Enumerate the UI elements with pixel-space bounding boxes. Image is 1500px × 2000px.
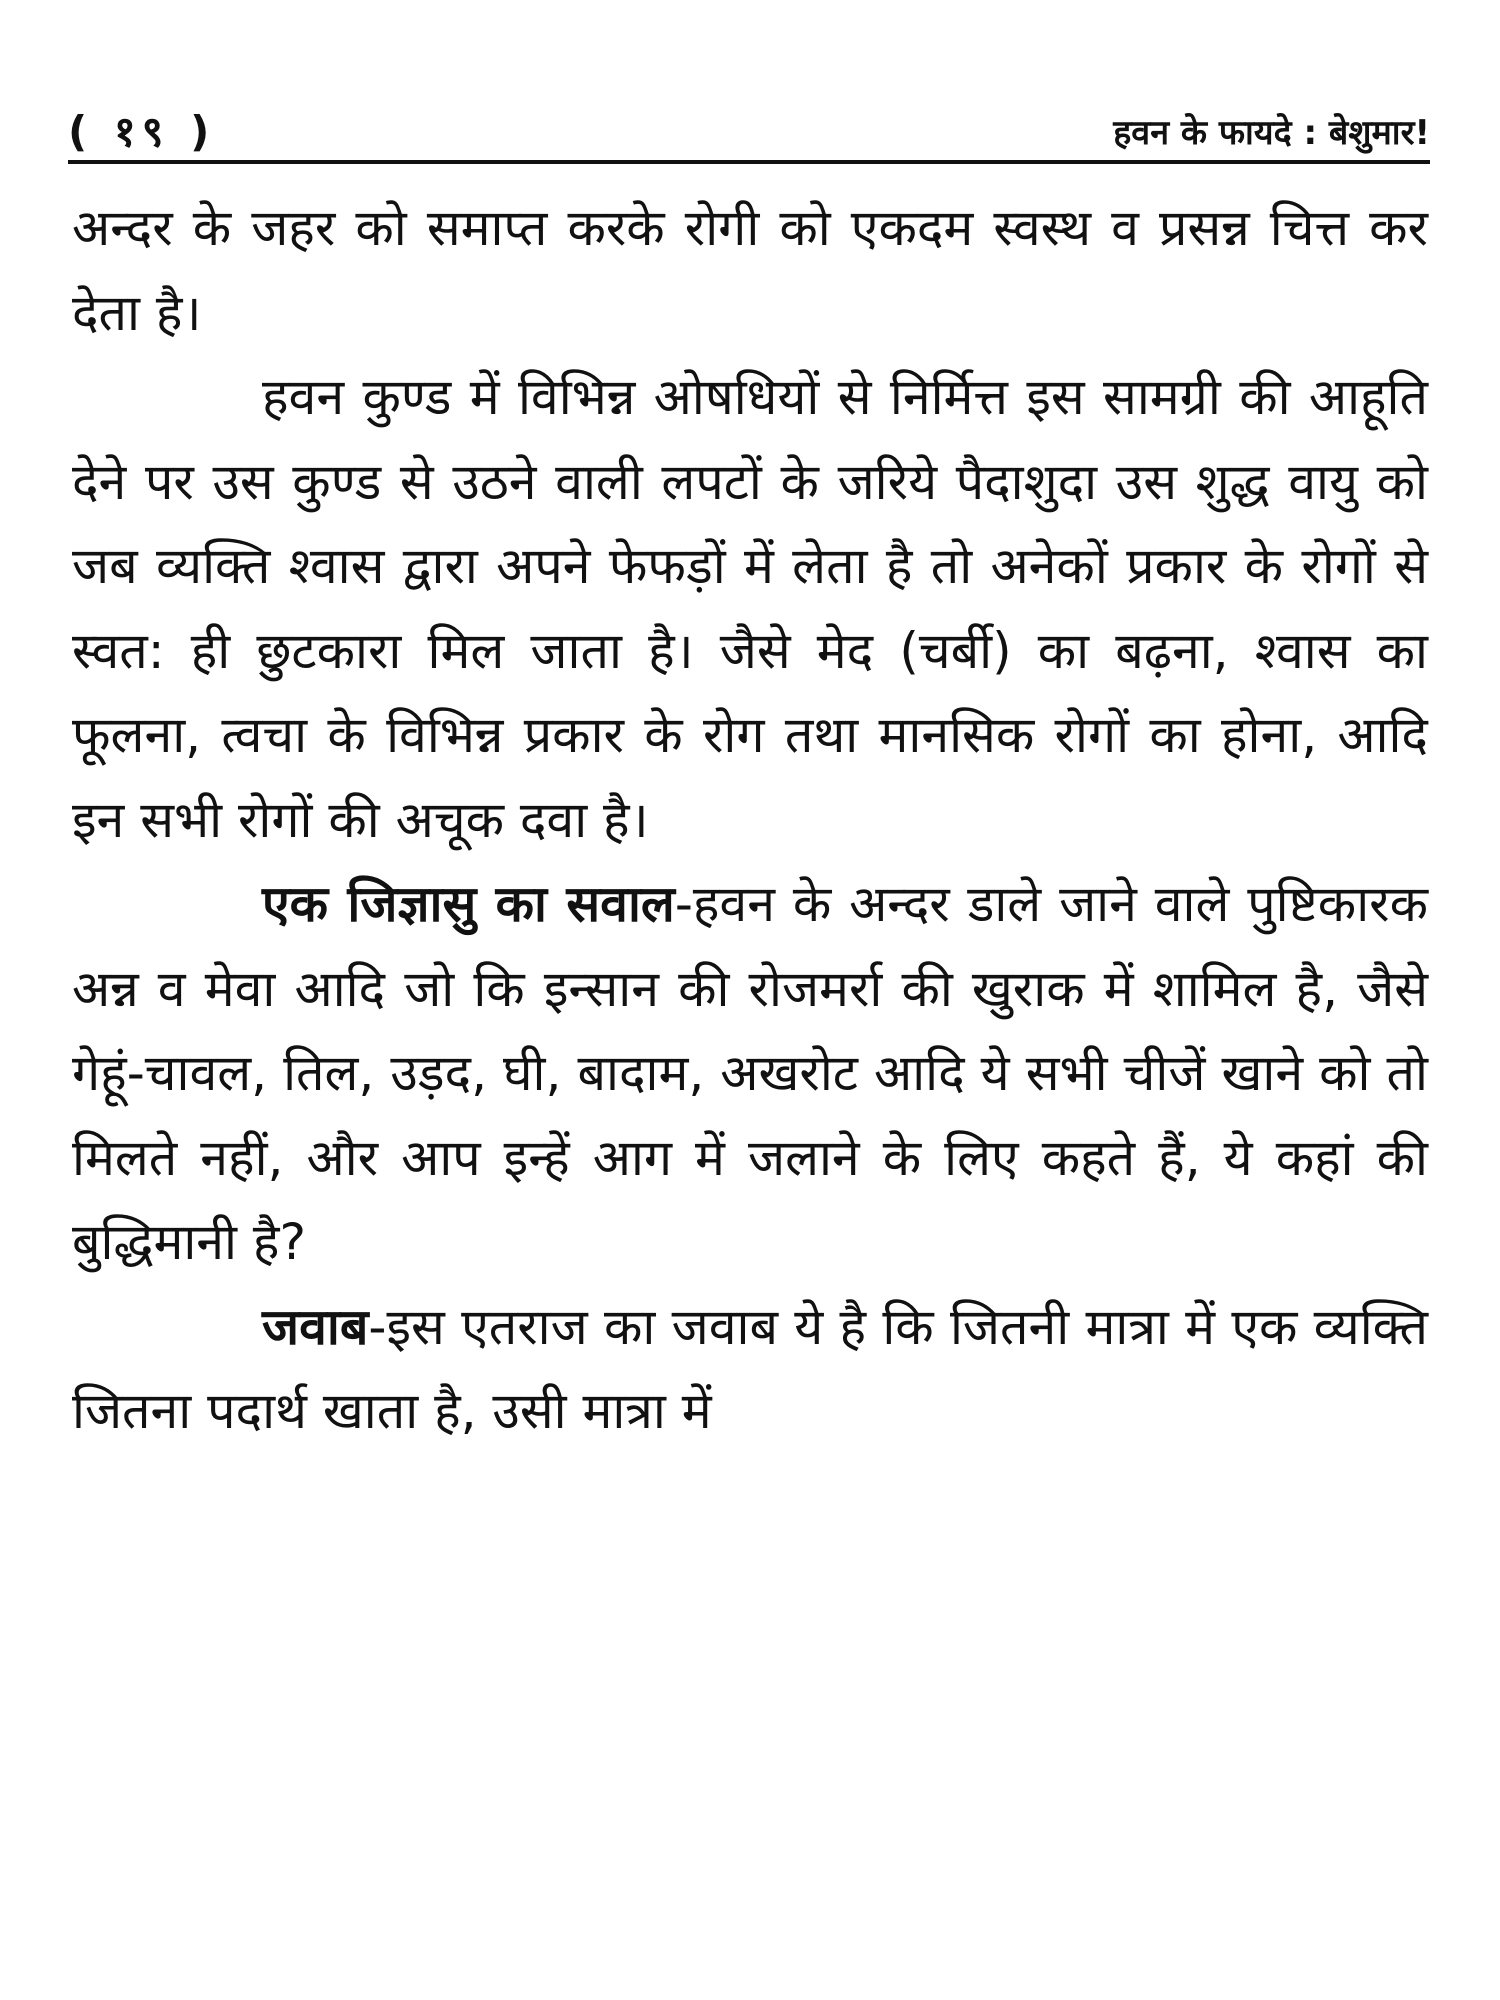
paragraph-4 <box>72 1285 1428 1454</box>
answer-heading: जवाब <box>262 1297 369 1356</box>
paragraph-3 <box>72 862 1428 1285</box>
page-number: ( १९ ) <box>68 107 216 156</box>
paragraph-1: अन्दर के जहर को समाप्त करके रोगी को एकदम स्वस्थ व प्रसन्न चित्त कर देता है। <box>72 199 1428 342</box>
body-text <box>72 186 1428 1454</box>
answer-text: -इस एतराज का जवाब ये है कि जितनी मात्रा में एक व्यक्ति जितना पदार्थ खाता है, उसी मात्रा में <box>72 1297 1428 1440</box>
question-text: -हवन के अन्दर डाले जाने वाले पुष्टिकारक अन्न व मेवा आदि जो कि इन्सान की रोजमर्रा की खुराक में शामिल है, जैसे गेहूं-चावल, तिल, उड़द, घी, बादाम, अखरोट आदि ये सभी चीजें खाने को तो मिलते नहीं, और आप इन्हें आग में जलाने के लिए कहते हैं, ये कहां की बुद्धिमानी है? <box>72 875 1428 1271</box>
page-header <box>68 98 1430 160</box>
question-heading: एक जिज्ञासु का सवाल <box>262 875 675 933</box>
header-divider <box>68 160 1430 164</box>
running-title: हवन के फायदे : बेशुमार! <box>1113 113 1430 153</box>
paragraph-2: हवन कुण्ड में विभिन्न ओषधियों से निर्मित्त इस सामग्री की आहूति देने पर उस कुण्ड से उठने वाली लपटों के जरिये पैदाशुदा उस शुद्ध वायु को जब व्यक्ति श्वास द्वारा अपने फेफड़ों में लेता है तो अनेकों प्रकार के रोगों से स्वत: ही छुटकारा मिल जाता है। जैसे मेद (चर्बी) का बढ़ना, श्वास का फूलना, त्वचा के विभिन्न प्रकार के रोग तथा मानसिक रोगों का होना, आदि इन सभी रोगों की अचूक दवा है। <box>72 368 1428 849</box>
